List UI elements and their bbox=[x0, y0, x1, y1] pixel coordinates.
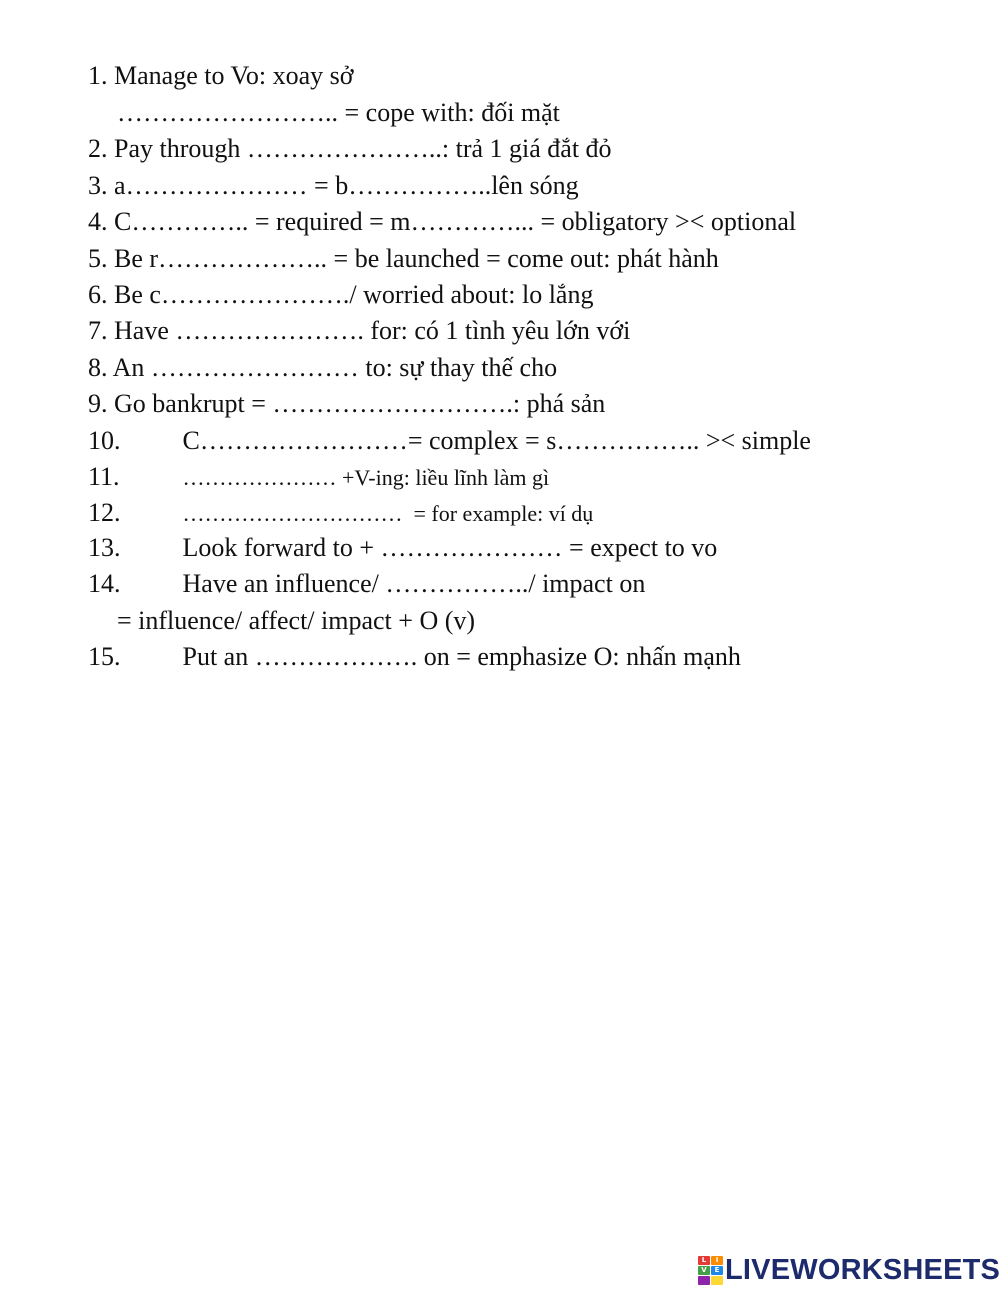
liveworksheets-brand[interactable] bbox=[698, 1255, 1000, 1285]
item-14 bbox=[88, 569, 645, 599]
item-7 bbox=[88, 316, 630, 346]
item-text: a………………… = b……………..lên sóng bbox=[114, 171, 579, 200]
item-number: 12. bbox=[88, 498, 121, 527]
item-text: Have …………………. for: có 1 tình yêu lớn với bbox=[114, 316, 631, 345]
item-text: Be r……………….. = be launched = come out: phát hành bbox=[114, 244, 719, 273]
item-number: 1. bbox=[88, 61, 108, 90]
item-number: 10. bbox=[88, 426, 121, 455]
item-number: 2. bbox=[88, 134, 108, 163]
logo-block: L bbox=[698, 1256, 710, 1265]
item-text: Manage to Vo: xoay sở bbox=[114, 61, 354, 90]
item-text: …………………….. = cope with: đối mặt bbox=[117, 98, 560, 127]
item-number: 4. bbox=[88, 207, 108, 236]
item-5 bbox=[88, 244, 719, 274]
item-text: C……………………= complex = s…………….. >< simple bbox=[182, 426, 811, 455]
logo-block: I bbox=[711, 1256, 723, 1265]
item-number: 5. bbox=[88, 244, 108, 273]
item-4 bbox=[88, 207, 796, 237]
item-6 bbox=[88, 280, 593, 310]
item-text: An …………………… to: sự thay thế cho bbox=[112, 353, 558, 382]
item-text: Pay through …………………..: trả 1 giá đắt đỏ bbox=[114, 134, 612, 163]
item-10 bbox=[88, 426, 811, 456]
item-text: = influence/ affect/ impact + O (v) bbox=[117, 606, 476, 635]
item-number: 6. bbox=[88, 280, 108, 309]
item-text: C………….. = required = m…………... = obligatory >< optional bbox=[114, 207, 797, 236]
item-11 bbox=[88, 462, 549, 493]
item-12 bbox=[88, 498, 593, 529]
item-13 bbox=[88, 533, 717, 563]
item-8 bbox=[88, 353, 557, 383]
item-number: 11. bbox=[88, 462, 120, 491]
item-number: 9. bbox=[88, 389, 108, 418]
item-number: 7. bbox=[88, 316, 108, 345]
item-text: Put an ………………. on = emphasize O: nhấn mạnh bbox=[182, 642, 741, 671]
item-2 bbox=[88, 134, 612, 164]
item-number: 13. bbox=[88, 533, 121, 562]
item-1-continuation bbox=[117, 98, 560, 128]
item-1 bbox=[88, 61, 354, 91]
item-9 bbox=[88, 389, 605, 419]
item-number: 15. bbox=[88, 642, 121, 671]
item-text: Have an influence/ ……………../ impact on bbox=[182, 569, 646, 598]
item-text: Look forward to + ………………… = expect to vo bbox=[182, 533, 718, 562]
logo-block bbox=[711, 1276, 723, 1285]
item-14-continuation bbox=[117, 606, 475, 636]
item-number: 8. bbox=[88, 353, 108, 382]
item-text: Go bankrupt = ……………………….: phá sản bbox=[114, 389, 606, 418]
logo-block bbox=[698, 1276, 710, 1285]
item-text: ………………………… = for example: ví dụ bbox=[182, 501, 594, 526]
item-text: ………………… +V-ing: liều lĩnh làm gì bbox=[182, 465, 550, 490]
item-number: 3. bbox=[88, 171, 108, 200]
liveworksheets-wordmark[interactable]: LIVEWORKSHEETS bbox=[725, 1254, 1000, 1286]
item-number: 14. bbox=[88, 569, 121, 598]
logo-block: E bbox=[711, 1266, 723, 1275]
item-text: Be c…………………./ worried about: lo lắng bbox=[114, 280, 594, 309]
logo-block: V bbox=[698, 1266, 710, 1275]
item-3 bbox=[88, 171, 579, 201]
liveworksheets-logo-icon bbox=[698, 1256, 722, 1284]
item-15 bbox=[88, 642, 741, 672]
